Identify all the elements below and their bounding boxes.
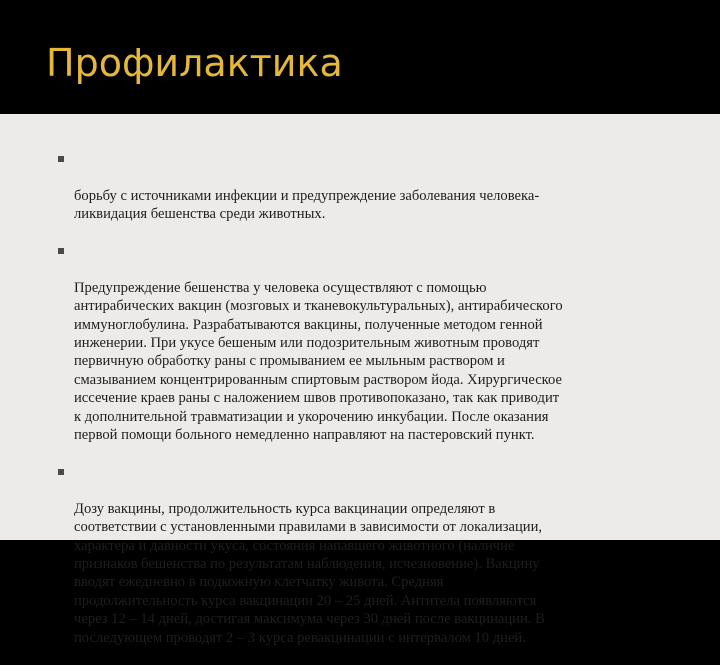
content-panel: [0, 114, 720, 646]
square-bullet-icon: [58, 469, 64, 475]
bullet-list: [58, 150, 658, 665]
slide-title: Профилактика: [46, 41, 343, 85]
list-item: [58, 150, 658, 242]
square-bullet-icon: [58, 156, 64, 162]
list-item: [58, 463, 658, 665]
bullet-text: Дозу вакцины, продолжительность курса вакцинации определяют в соответствии с установленными правилами в зависимости от локализации, характера и давности укуса, состояния напавшего животного (наличие признаков бешенства по результатам наблюдения, исчезновение). Вакцину вводят ежедневно в подкожную клетчатку живота. Средняя продолжительность курса вакцинации 20 – 25 дней. Антитела появляются через 12 – 14 дней, достигая максимума через 30 дней после вакцинации. В последующем проводят 2 – 3 курса ревакцинации с интервалом 10 дней.: [74, 500, 545, 646]
bullet-text: Предупреждение бешенства у человека осуществляют с помощью антирабических вакцин (мозговых и тканевокультуральных), антирабического иммуноглобулина. Разрабатываются вакцины, полученные методом генной инженерии. При укусе бешеным или подозрительным животным проводят первичную обработку раны с промыванием ее мыльным раствором и смазыванием концентрированным спиртовым раствором йода. Хирургическое иссечение краев раны с наложением швов противопоказано, так как приводит к дополнительной травматизации и укорочению инкубации. После оказания первой помощи больного немедленно направляют на пастеровский пункт.: [74, 279, 563, 444]
title-band: [0, 0, 720, 114]
list-item: [58, 242, 658, 463]
bullet-text: борьбу с источниками инфекции и предупреждение заболевания человека- ликвидация бешенства среди животных.: [74, 187, 540, 223]
square-bullet-icon: [58, 248, 64, 254]
